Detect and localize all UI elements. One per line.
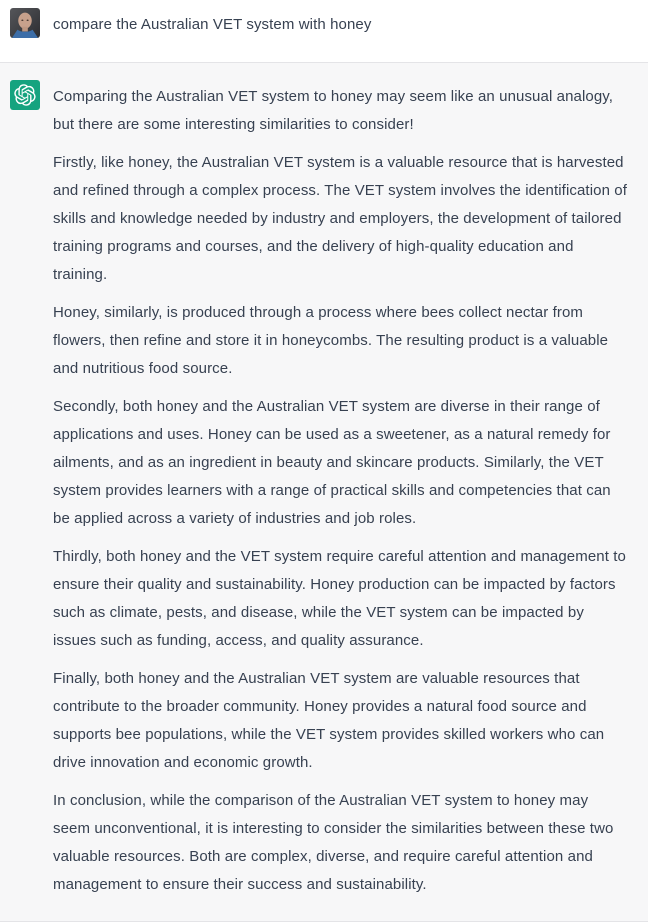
openai-logo-icon: [14, 84, 36, 106]
assistant-avatar: [10, 80, 40, 110]
user-avatar: [10, 8, 40, 38]
assistant-paragraph-thirdly: Thirdly, both honey and the VET system require careful attention and management to ensure their quality and sustainability. Honey production can be impacted by factors such as climate, pests, and disease, while the VET system can be impacted by issues such as funding, access, and quality assurance.: [53, 548, 626, 649]
assistant-paragraph-firstly: Firstly, like honey, the Australian VET system is a valuable resource that is harvested and refined through a complex process. The VET system involves the identification of skills and knowledge needed by industry and employers, the development of tailored training programs and courses, and the delivery of high-quality education and training.: [53, 154, 627, 283]
assistant-message-text: [53, 80, 628, 899]
assistant-message-row: [0, 62, 648, 922]
assistant-paragraph-conclusion: In conclusion, while the comparison of the Australian VET system to honey may seem unconventional, it is interesting to consider the similarities between these two valuable resources. Both are complex, diverse, and require careful attention and management to ensure their success and sustainability.: [53, 792, 614, 893]
assistant-paragraph-honey-process: Honey, similarly, is produced through a process where bees collect nectar from flowers, then refine and store it in honeycombs. The resulting product is a valuable and nutritious food source.: [53, 304, 609, 377]
assistant-paragraph-intro: Comparing the Australian VET system to honey may seem like an unusual analogy, but there are some interesting similarities to consider!: [53, 88, 614, 133]
user-message-row: [0, 0, 648, 62]
assistant-paragraph-finally: Finally, both honey and the Australian VET system are valuable resources that contribute to the broader community. Honey provides a natural food source and supports bee populations, while the VET system provides skilled workers who can drive innovation and economic growth.: [53, 670, 605, 771]
user-message-text: compare the Australian VET system with honey: [53, 16, 372, 33]
assistant-paragraph-secondly: Secondly, both honey and the Australian VET system are diverse in their range of applications and uses. Honey can be used as a sweetener, as a natural remedy for ailments, and as an ingredient in beauty and skincare products. Similarly, the VET system provides learners with a range of practical skills and competencies that can be applied across a variety of industries and job roles.: [53, 398, 611, 527]
user-photo-avatar: [10, 8, 40, 38]
